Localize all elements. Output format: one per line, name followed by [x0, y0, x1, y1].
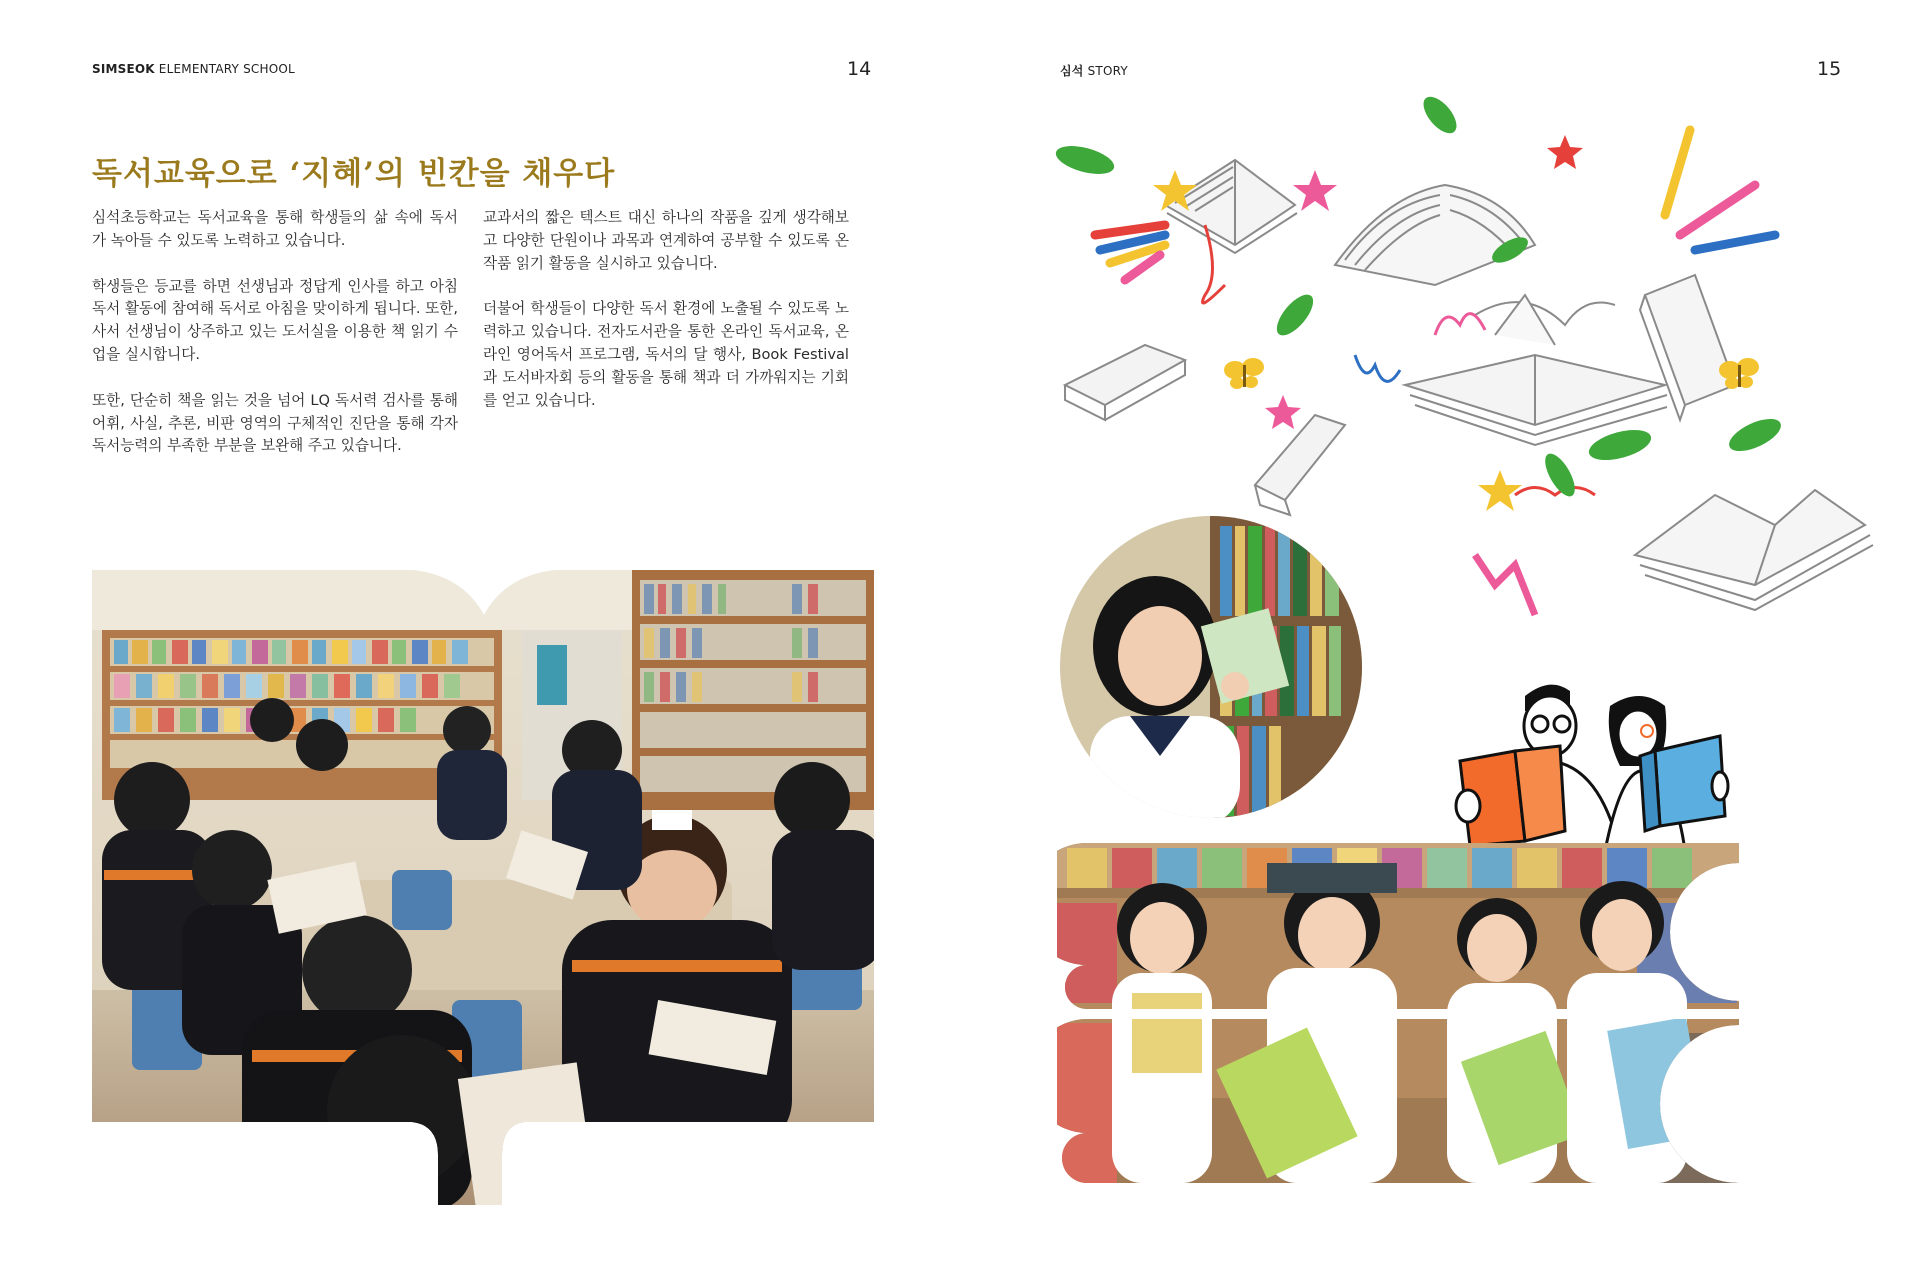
- star-icon: [1293, 170, 1337, 211]
- running-head-bold: SIMSEOK: [92, 62, 155, 76]
- girl-reading-circle-photo: [1060, 516, 1362, 818]
- paragraph: 교과서의 짧은 텍스트 대신 하나의 작품을 깊게 생각해보고 다양한 단원이나 과목과 연계하여 공부할 수 있도록 온작품 읽기 활동을 실시하고 있습니다.: [483, 209, 849, 272]
- star-icon: [1265, 395, 1301, 429]
- running-head-rest: STORY: [1083, 64, 1128, 78]
- paragraph: 학생들은 등교를 하면 선생님과 정답게 인사를 하고 아침 독서 활동에 참여해 독서로 아침을 맞이하게 됩니다. 또한, 사서 선생님이 상주하고 있는 도서실을 이용한 책 읽기 수업을 실시합니다.: [92, 277, 458, 363]
- reading-people-illustration: [1440, 676, 1740, 851]
- open-book-icon: [1635, 490, 1873, 610]
- library-reading-photo: [92, 570, 874, 1205]
- kids-with-books-photo: [1057, 843, 1739, 1183]
- running-head-bold: 심석: [1060, 64, 1084, 78]
- paragraph: 심석초등학교는 독서교육을 통해 학생들의 삶 속에 독서가 녹아들 수 있도록 노력하고 있습니다.: [92, 209, 458, 249]
- running-head: [92, 62, 295, 76]
- leaf-icon: [1586, 424, 1655, 466]
- open-book-icon: [1335, 185, 1535, 285]
- closed-book-icon: [1255, 415, 1345, 515]
- running-head: [1060, 62, 1128, 79]
- paragraph: 또한, 단순히 책을 읽는 것을 넘어 LQ 독서력 검사를 통해 어휘, 사실, 추론, 비판 영역의 구체적인 진단을 통해 각자 독서능력의 부족한 부분을 보완해 주고 있습니다.: [92, 391, 458, 455]
- page-number: 14: [847, 58, 872, 80]
- leaf-icon: [1725, 412, 1786, 457]
- star-icon: [1547, 135, 1583, 169]
- page-title: 독서교육으로 ‘지혜’의 빈칸을 채우다: [92, 156, 616, 192]
- leaf-icon: [1417, 91, 1462, 139]
- running-head-rest: ELEMENTARY SCHOOL: [154, 62, 295, 76]
- paragraph: 더불어 학생들이 다양한 독서 환경에 노출될 수 있도록 노력하고 있습니다. 전자도서관을 통한 온라인 독서교육, 온라인 영어독서 프로그램, 독서의 달 행사, Book Festival과 도서바자회 등의 활동을 통해 책과 더 가까워지는 기회를 얻고 있습니다.: [483, 300, 849, 409]
- body-column-1: [92, 207, 458, 481]
- body-column-2: [483, 207, 849, 435]
- leaf-icon: [1055, 141, 1117, 180]
- closed-book-icon: [1065, 345, 1185, 420]
- leaf-icon: [1271, 289, 1320, 341]
- butterfly-icon: [1224, 358, 1264, 389]
- page-number: 15: [1817, 58, 1842, 80]
- star-icon: [1478, 470, 1522, 511]
